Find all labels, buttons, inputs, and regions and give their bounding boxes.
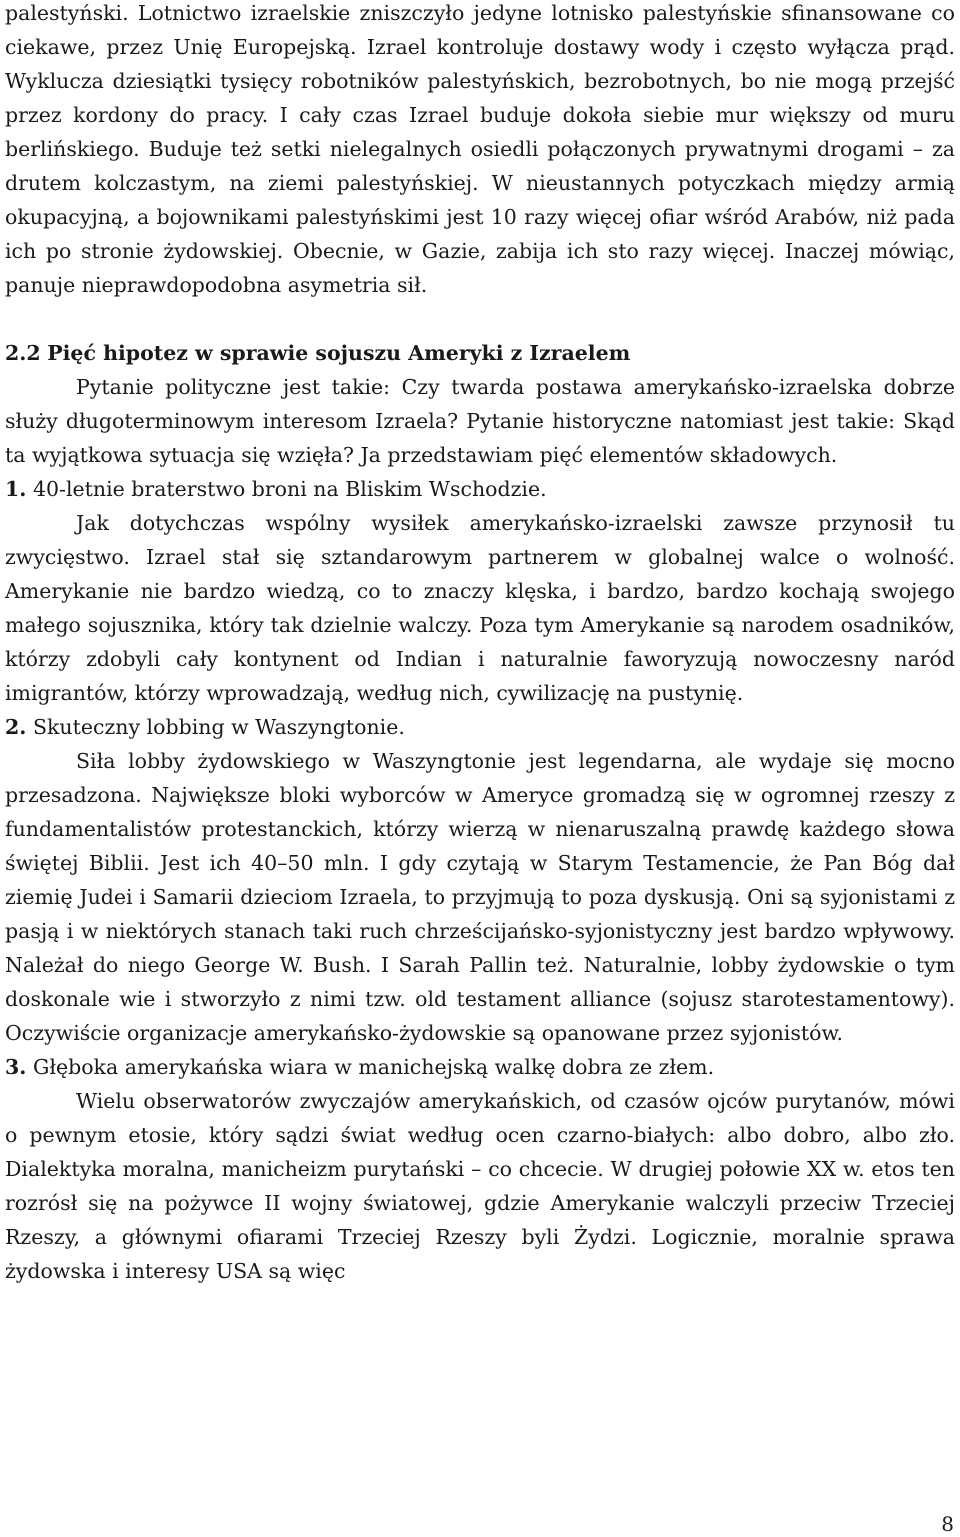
item-number-1: 1. <box>5 477 27 501</box>
section-intro: Pytanie polityczne jest takie: Czy twarda postawa amerykańsko-izraelska dobrze służy długoterminowym interesom Izraela? Pytanie historyczne natomiast jest takie: Skąd ta wyjątkowa sytuacja się wzięła? Ja przedstawiam pięć elementów składowych. <box>5 375 955 467</box>
item-body-2: Siła lobby żydowskiego w Waszyngtonie jest legendarna, ale wydaje się mocno przesadzona. Największe bloki wyborców w Ameryce gromadzą się w ogromnej rzeszy z fundamentalistów protestanckich, którzy wierzą w nienaruszalną prawdę każdego słowa świętej Biblii. Jest ich 40–50 mln. I gdy czytają w Starym Testamencie, że Pan Bóg dał ziemię Judei i Samarii dzieciom Izraela, to przyjmują to poza dyskusją. Oni są syjonistami z pasją i w niektórych stanach taki ruch chrześcijańsko-syjonistyczny jest bardzo wpływowy. Należał do niego George W. Bush. I Sarah Pallin też. Naturalnie, lobby żydowskie o tym doskonale wie i stworzyło z nimi tzw. old testament alliance (sojusz starotestamentowy). Oczywiście organizacje amerykańsko-żydowskie są opanowane przez syjonistów. <box>5 749 955 1045</box>
item-number-3: 3. <box>5 1055 27 1079</box>
item-title-3: Głęboka amerykańska wiara w manichejską walkę dobra ze złem. <box>32 1055 715 1079</box>
item-title-1: 40-letnie braterstwo broni na Bliskim Wschodzie. <box>32 477 547 501</box>
item-body-1: Jak dotychczas wspólny wysiłek amerykańsko-izraelski zawsze przynosił tu zwycięstwo. Izrael stał się sztandarowym partnerem w globalnej walce o wolność. Amerykanie nie bardzo wiedzą, co to znaczy klęska, i bardzo, bardzo kochają swojego małego sojusznika, który tak dzielnie walczy. Poza tym Amerykanie są narodem osadników, którzy zdobyli cały kontynent od Indian i naturalnie faworyzują nowoczesny naród imigrantów, którzy wprowadzają, według nich, cywilizację na pustynię. <box>5 511 955 705</box>
item-heading-3 <box>5 1050 955 1084</box>
section-title: Pięć hipotez w sprawie sojuszu Ameryki z Izraelem <box>47 341 631 365</box>
item-body-3: Wielu obserwatorów zwyczajów amerykańskich, od czasów ojców purytanów, mówi o pewnym etosie, który sądzi świat według ocen czarno-białych: albo dobro, albo zło. Dialektyka moralna, manicheizm purytański – co chcecie. W drugiej połowie XX w. etos ten rozrósł się na pożywce II wojny światowej, gdzie Amerykanie walczyli przeciw Trzeciej Rzeszy, a głównymi ofiarami Trzeciej Rzeszy byli Żydzi. Logicznie, moralnie sprawa żydowska i interesy USA są więc <box>5 1089 955 1283</box>
opening-paragraph: palestyński. Lotnictwo izraelskie zniszczyło jedyne lotnisko palestyńskie sfinansowane co ciekawe, przez Unię Europejską. Izrael kontroluje dostawy wody i często wyłącza prąd. Wyklucza dziesiątki tysięcy robotników palestyńskich, bezrobotnych, bo nie mogą przejść przez kordony do pracy. I cały czas Izrael buduje dokoła siebie mur większy od muru berlińskiego. Buduje też setki nielegalnych osiedli połączonych prywatnymi drogami – za drutem kolczastym, na ziemi palestyńskiej. W nieustannych potyczkach między armią okupacyjną, a bojownikami palestyńskimi jest 10 razy więcej ofiar wśród Arabów, niż pada ich po stronie żydowskiej. Obecnie, w Gazie, zabija ich sto razy więcej. Inaczej mówiąc, panuje nieprawdopodobna asymetria sił. <box>5 1 955 297</box>
item-number-2: 2. <box>5 715 27 739</box>
item-title-2: Skuteczny lobbing w Waszyngtonie. <box>32 715 405 739</box>
section-number: 2.2 <box>5 341 41 365</box>
item-heading-1 <box>5 472 955 506</box>
page-number: 8 <box>941 1512 954 1536</box>
section-heading <box>5 336 955 370</box>
item-heading-2 <box>5 710 955 744</box>
document-page <box>5 0 955 1288</box>
paragraph-gap <box>5 302 955 336</box>
